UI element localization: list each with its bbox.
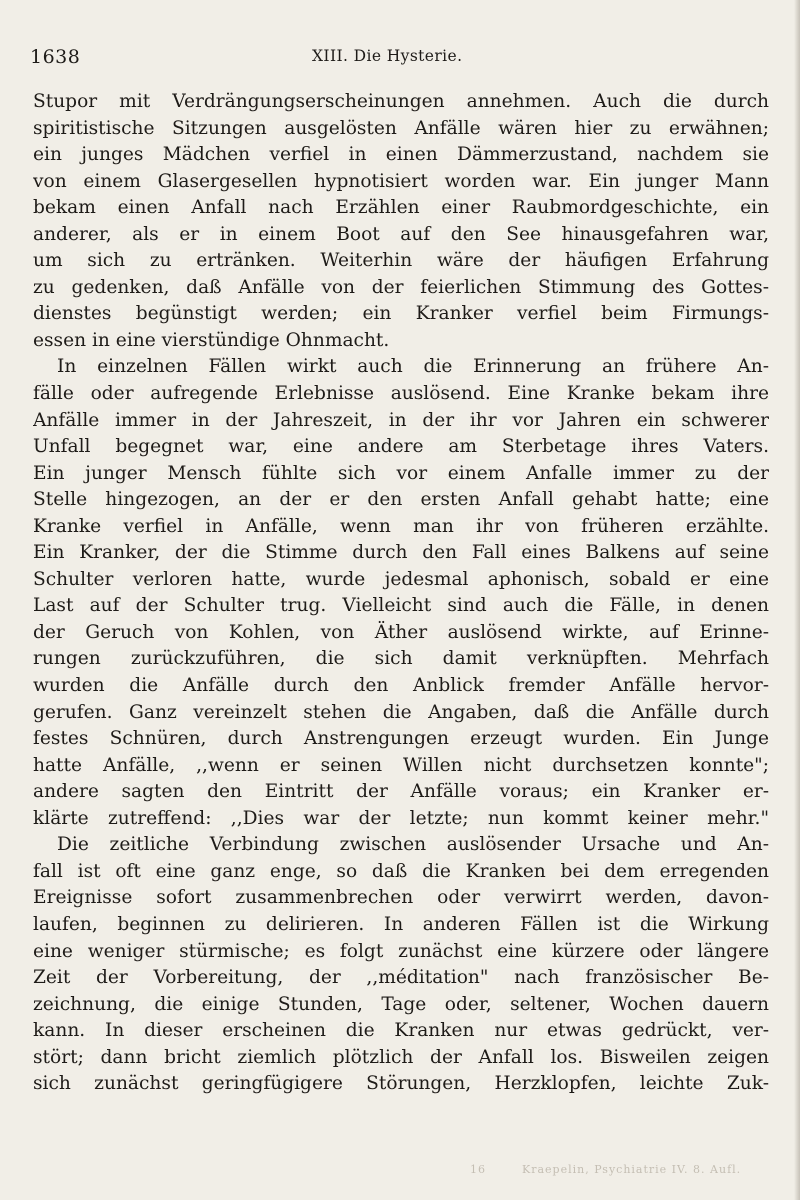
text-line: festes Schnüren, durch Anstrengungen erzeugt wurden. Ein Junge	[33, 728, 769, 750]
text-line: sich zunächst geringfügigere Störungen, Herzklopfen, leichte Zuk-	[33, 1073, 769, 1095]
text-line: eine weniger stürmische; es folgt zunächst eine kürzere oder längere	[33, 940, 769, 962]
signature-text: Kraepelin, Psychiatrie IV. 8. Aufl.	[521, 1163, 742, 1176]
text-line: fälle oder aufregende Erlebnisse auslösend. Eine Kranke bekam ihre	[33, 383, 769, 405]
text-line: Kranke verfiel in Anfälle, wenn man ihr von früheren erzählte.	[33, 515, 769, 537]
text-line: Anfälle immer in der Jahreszeit, in der ihr vor Jahren ein schwerer	[33, 409, 769, 431]
text-line: zu gedenken, daß Anfälle von der feierlichen Stimmung des Gottes-	[33, 276, 769, 298]
text-line: wurden die Anfälle durch den Anblick fremder Anfälle hervor-	[33, 675, 769, 697]
text-line: zeichnung, die einige Stunden, Tage oder, seltener, Wochen dauern	[33, 993, 769, 1015]
text-line: klärte zutreffend: ,,Dies war der letzte; nun kommt keiner mehr."	[33, 807, 769, 829]
text-line: gerufen. Ganz vereinzelt stehen die Angaben, daß die Anfälle durch	[33, 701, 769, 723]
text-line: der Geruch von Kohlen, von Äther auslösend wirkte, auf Erinne-	[33, 621, 769, 643]
page-edge-shadow	[794, 0, 800, 1200]
sheet-number: 16	[470, 1163, 486, 1176]
text-line: ein junges Mädchen verfiel in einen Dämmerzustand, nachdem sie	[33, 144, 769, 166]
text-line: Zeit der Vorbereitung, der ,,méditation" nach französischer Be-	[33, 967, 769, 989]
text-line: dienstes begünstigt werden; ein Kranker verfiel beim Firmungs-	[33, 303, 769, 325]
running-title: XIII. Die Hysterie.	[312, 47, 463, 65]
text-line: Last auf der Schulter trug. Vielleicht sind auch die Fälle, in denen	[33, 595, 769, 617]
text-line: Ein junger Mensch fühlte sich vor einem Anfalle immer zu der	[33, 462, 769, 484]
text-line: Stupor mit Verdrängungserscheinungen annehmen. Auch die durch	[33, 91, 769, 112]
text-line: rungen zurückzuführen, die sich damit verknüpften. Mehrfach	[33, 648, 769, 670]
text-line: stört; dann bricht ziemlich plötzlich der Anfall los. Bisweilen zeigen	[33, 1046, 769, 1068]
text-line: um sich zu ertränken. Weiterhin wäre der häufigen Erfahrung	[33, 250, 769, 272]
text-line: Die zeitliche Verbindung zwischen auslösender Ursache und An-	[57, 834, 769, 856]
sheet-signature	[470, 1163, 741, 1176]
body-text	[33, 89, 769, 1098]
page-number: 1638	[30, 46, 81, 68]
text-line: von einem Glasergesellen hypnotisiert worden war. Ein junger Mann	[33, 170, 769, 192]
text-line: Ein Kranker, der die Stimme durch den Fall eines Balkens auf seine	[33, 542, 769, 564]
text-line: hatte Anfälle, ,,wenn er seinen Willen nicht durchsetzen konnte";	[33, 754, 769, 776]
text-line: bekam einen Anfall nach Erzählen einer Raubmordgeschichte, ein	[33, 197, 769, 219]
text-line: Stelle hingezogen, an der er den ersten Anfall gehabt hatte; eine	[33, 489, 769, 511]
text-line: anderer, als er in einem Boot auf den See hinausgefahren war,	[33, 223, 769, 245]
text-line: In einzelnen Fällen wirkt auch die Erinnerung an frühere An-	[57, 356, 769, 378]
text-line: Ereignisse sofort zusammenbrechen oder verwirrt werden, davon-	[33, 887, 769, 909]
text-line: Unfall begegnet war, eine andere am Sterbetage ihres Vaters.	[33, 436, 769, 458]
text-line: laufen, beginnen zu delirieren. In anderen Fällen ist die Wirkung	[33, 913, 769, 935]
text-line: fall ist oft eine ganz enge, so daß die Kranken bei dem erregenden	[33, 860, 769, 882]
text-line: Schulter verloren hatte, wurde jedesmal aphonisch, sobald er eine	[33, 568, 769, 590]
text-line: spiritistische Sitzungen ausgelösten Anfälle wären hier zu erwähnen;	[33, 117, 769, 139]
text-line: kann. In dieser erscheinen die Kranken nur etwas gedrückt, ver-	[33, 1020, 769, 1042]
text-line: essen in eine vierstündige Ohnmacht.	[33, 329, 390, 351]
text-line: andere sagten den Eintritt der Anfälle voraus; ein Kranker er-	[33, 781, 769, 803]
